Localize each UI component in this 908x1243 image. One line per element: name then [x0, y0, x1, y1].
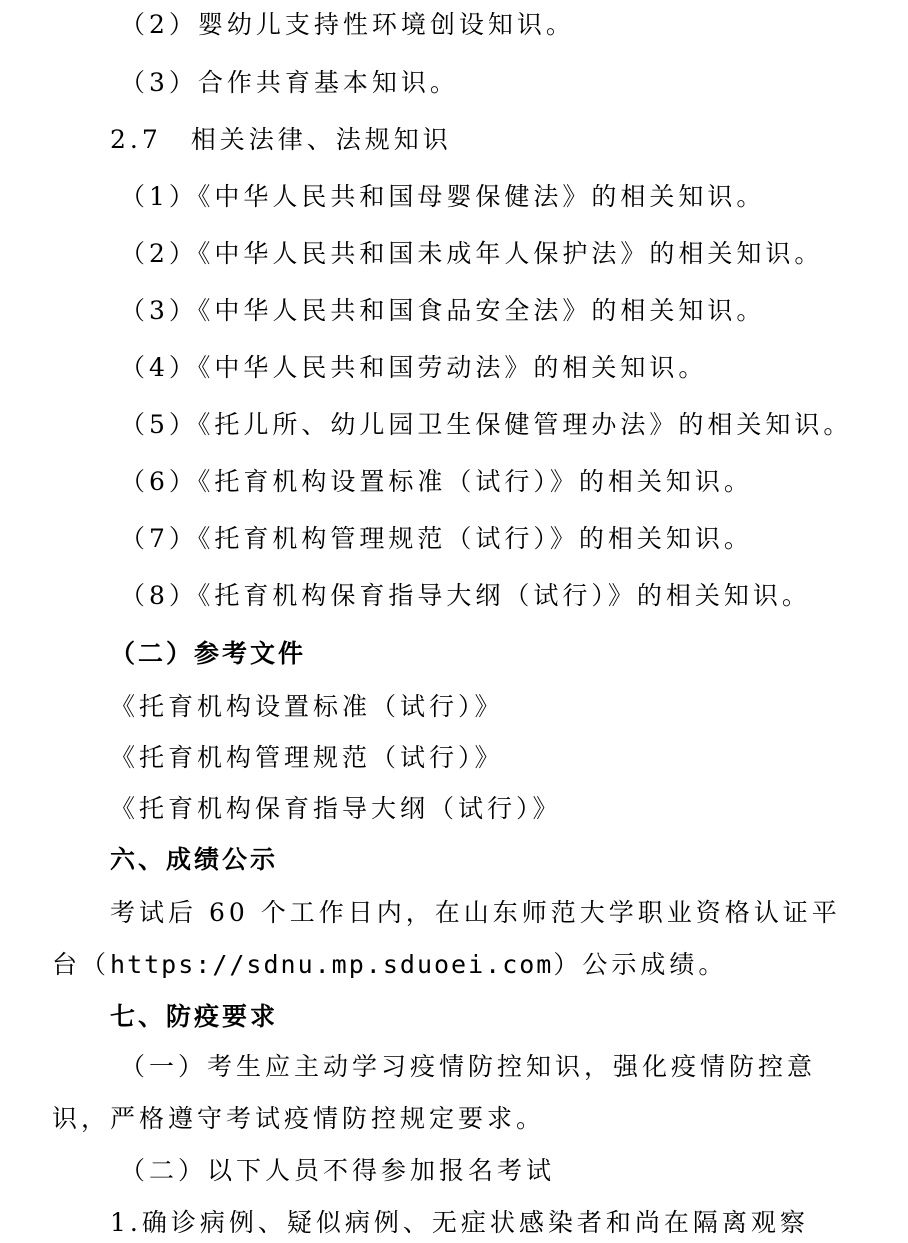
results-url-link[interactable]: https://sdnu.mp.sduoei.com	[110, 950, 554, 979]
law-item-6: （6）《托育机构设置标准（试行）》的相关知识。	[120, 467, 753, 496]
results-line-1: 考试后 60 个工作日内，在山东师范大学职业资格认证平	[110, 898, 841, 927]
epidemic-p3: 1.确诊病例、疑似病例、无症状感染者和尚在隔离观察	[110, 1208, 809, 1237]
reference-item-1: 《托育机构设置标准（试行）》	[110, 692, 504, 721]
law-item-8: （8）《托育机构保育指导大纲（试行）》的相关知识。	[120, 581, 811, 610]
epidemic-p1-line-1: （一）考生应主动学习疫情防控知识，强化疫情防控意	[120, 1052, 817, 1081]
results-line-2-prefix: 台（	[52, 950, 111, 979]
knowledge-item-2-2: （2）婴幼儿支持性环境创设知识。	[120, 10, 575, 39]
epidemic-p2: （二）以下人员不得参加报名考试	[120, 1156, 556, 1185]
results-line-2-suffix: ）公示成绩。	[553, 950, 728, 979]
law-item-5: （5）《托儿所、幼儿园卫生保健管理办法》的相关知识。	[120, 410, 853, 439]
knowledge-item-2-3: （3）合作共育基本知识。	[120, 68, 459, 97]
epidemic-heading: 七、防疫要求	[110, 1002, 279, 1031]
results-line-2	[52, 948, 727, 982]
law-item-7: （7）《托育机构管理规范（试行）》的相关知识。	[120, 524, 753, 553]
law-item-1: （1）《中华人民共和国母婴保健法》的相关知识。	[120, 182, 766, 211]
reference-item-2: 《托育机构管理规范（试行）》	[110, 743, 504, 772]
law-item-2: （2）《中华人民共和国未成年人保护法》的相关知识。	[120, 239, 824, 268]
reference-item-3: 《托育机构保育指导大纲（试行）》	[110, 794, 562, 823]
section-2-7-title: 2.7 相关法律、法规知识	[110, 125, 452, 154]
epidemic-p1-line-2: 识，严格遵守考试疫情防控规定要求。	[52, 1104, 546, 1133]
law-item-3: （3）《中华人民共和国食品安全法》的相关知识。	[120, 296, 766, 325]
law-item-4: （4）《中华人民共和国劳动法》的相关知识。	[120, 353, 708, 382]
results-heading: 六、成绩公示	[110, 845, 279, 874]
reference-heading: （二）参考文件	[110, 639, 307, 668]
